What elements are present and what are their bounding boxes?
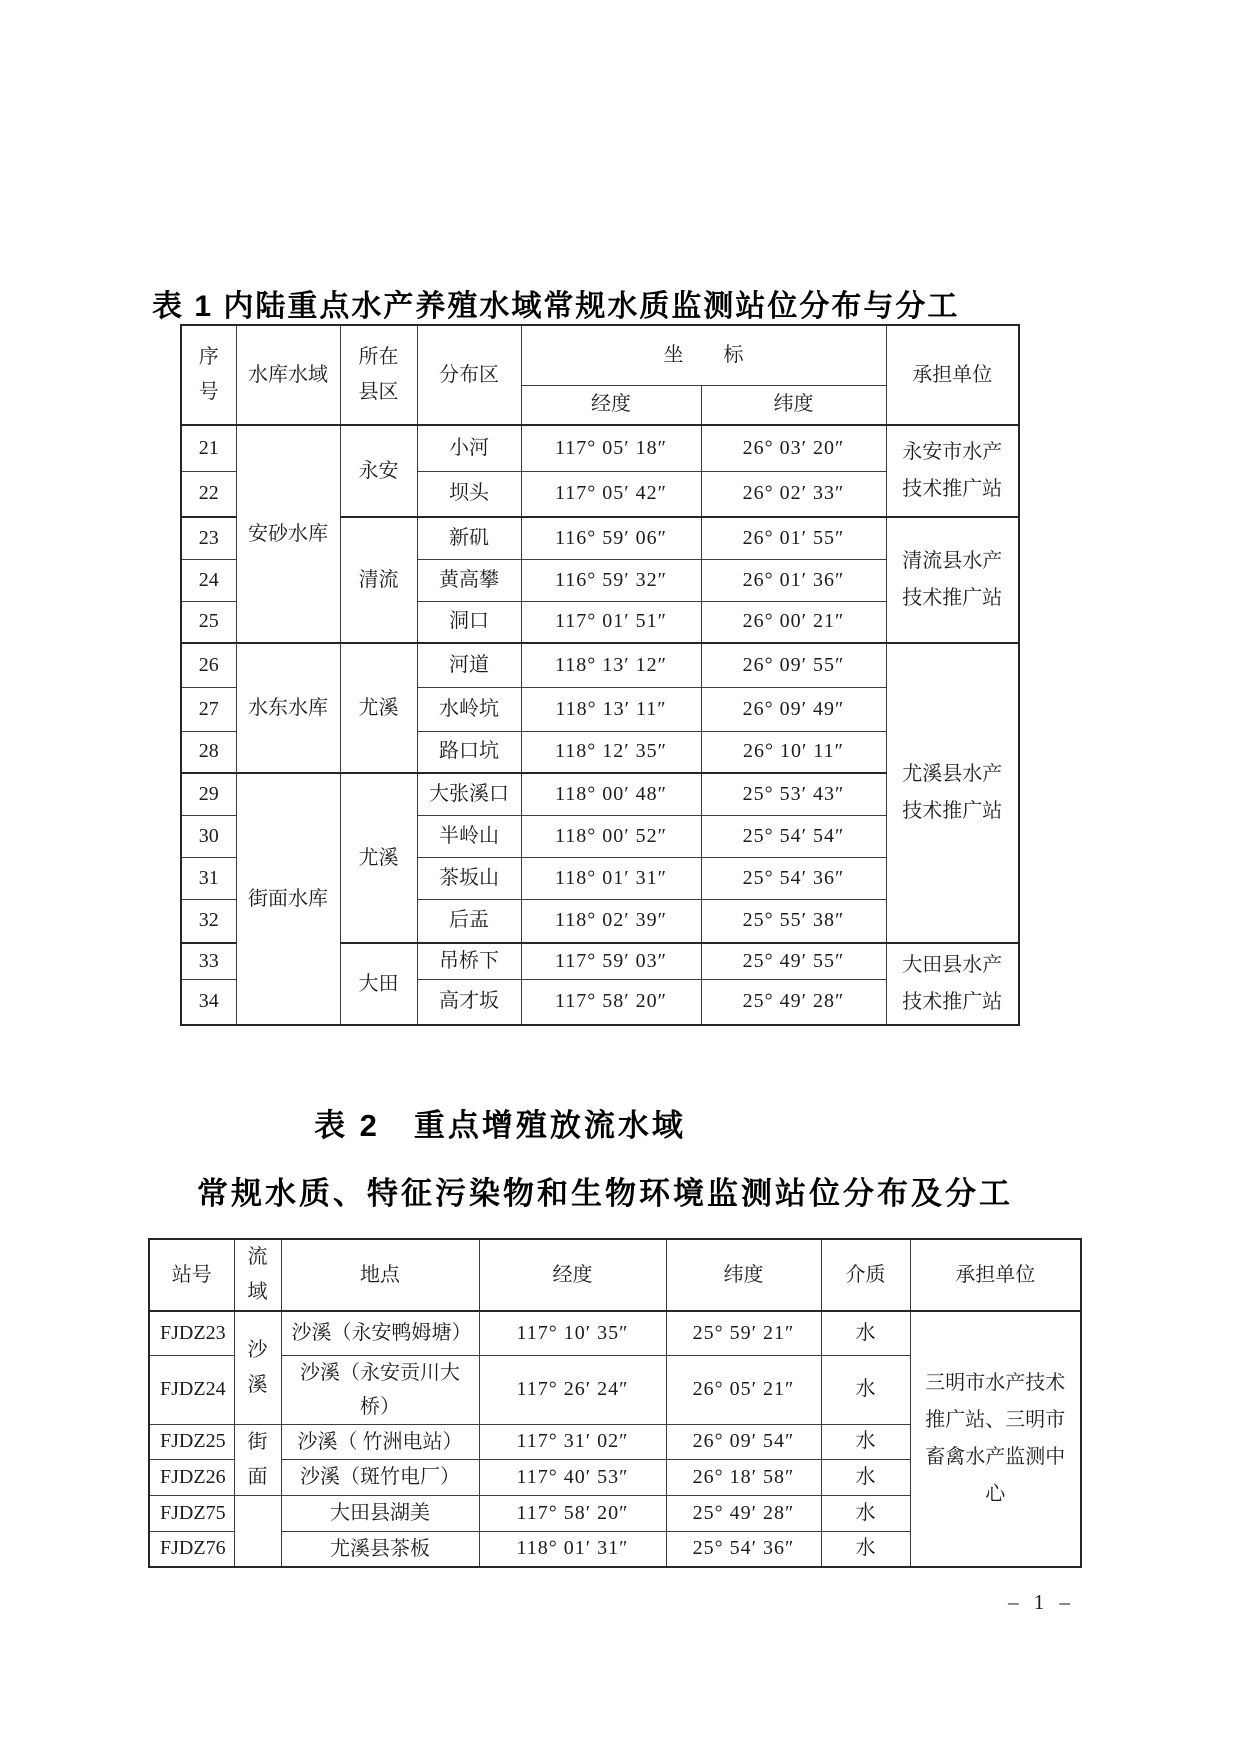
seq-cell: 29 <box>181 773 236 815</box>
longitude-cell: 118° 02′ 39″ <box>521 899 701 943</box>
table-row <box>181 643 1019 687</box>
longitude-cell: 117° 10′ 35″ <box>479 1311 666 1355</box>
seq-cell: 33 <box>181 943 236 979</box>
latitude-cell: 26° 03′ 20″ <box>701 425 886 471</box>
longitude-cell: 118° 00′ 52″ <box>521 815 701 857</box>
seq-cell: 21 <box>181 425 236 471</box>
table-header-row <box>181 325 1019 385</box>
longitude-cell: 117° 01′ 51″ <box>521 601 701 643</box>
latitude-cell: 26° 00′ 21″ <box>701 601 886 643</box>
seq-cell: 31 <box>181 857 236 899</box>
county-cell: 尤溪 <box>340 773 417 943</box>
header-basin: 流域 <box>234 1239 281 1311</box>
station-cell: FJDZ76 <box>149 1531 234 1567</box>
seq-cell: 27 <box>181 687 236 731</box>
seq-cell: 23 <box>181 517 236 559</box>
seq-cell: 24 <box>181 559 236 601</box>
zone-cell: 半岭山 <box>417 815 521 857</box>
zone-cell: 新矶 <box>417 517 521 559</box>
latitude-cell: 26° 09′ 49″ <box>701 687 886 731</box>
longitude-cell: 118° 13′ 11″ <box>521 687 701 731</box>
basin-cell-empty <box>234 1495 281 1567</box>
longitude-cell: 118° 00′ 48″ <box>521 773 701 815</box>
zone-cell: 坝头 <box>417 471 521 517</box>
longitude-cell: 118° 12′ 35″ <box>521 731 701 773</box>
station-cell: FJDZ75 <box>149 1495 234 1531</box>
unit-cell: 三明市水产技术推广站、三明市畜禽水产监测中心 <box>910 1311 1081 1567</box>
table2-title-line1: 表 2 重点增殖放流水域 <box>314 1108 686 1143</box>
location-cell: 大田县湖美 <box>281 1495 479 1531</box>
table-row <box>181 425 1019 471</box>
medium-cell: 水 <box>821 1311 910 1355</box>
latitude-cell: 25° 55′ 38″ <box>701 899 886 943</box>
reservoir-cell: 安砂水库 <box>236 425 340 643</box>
seq-cell: 26 <box>181 643 236 687</box>
seq-cell: 22 <box>181 471 236 517</box>
longitude-cell: 117° 58′ 20″ <box>479 1495 666 1531</box>
header-seq: 序号 <box>181 325 236 425</box>
longitude-cell: 117° 31′ 02″ <box>479 1424 666 1460</box>
zone-cell: 黄高攀 <box>417 559 521 601</box>
table1-monitoring-stations <box>180 324 1020 1026</box>
zone-cell: 河道 <box>417 643 521 687</box>
latitude-cell: 25° 53′ 43″ <box>701 773 886 815</box>
longitude-cell: 117° 26′ 24″ <box>479 1355 666 1424</box>
location-cell: 沙溪（永安鸭姆塘） <box>281 1311 479 1355</box>
reservoir-cell: 街面水库 <box>236 773 340 1025</box>
latitude-cell: 26° 09′ 54″ <box>666 1424 821 1460</box>
seq-cell: 25 <box>181 601 236 643</box>
header-county: 所在县区 <box>340 325 417 425</box>
latitude-cell: 26° 18′ 58″ <box>666 1460 821 1496</box>
county-cell: 尤溪 <box>340 643 417 773</box>
basin-cell: 沙溪 <box>234 1311 281 1424</box>
latitude-cell: 25° 49′ 55″ <box>701 943 886 979</box>
longitude-cell: 117° 05′ 42″ <box>521 471 701 517</box>
unit-cell: 永安市水产技术推广站 <box>886 425 1019 517</box>
medium-cell: 水 <box>821 1531 910 1567</box>
header-latitude: 纬度 <box>701 385 886 425</box>
latitude-cell: 26° 01′ 55″ <box>701 517 886 559</box>
zone-cell: 吊桥下 <box>417 943 521 979</box>
table-header-row <box>149 1239 1081 1311</box>
zone-cell: 洞口 <box>417 601 521 643</box>
header-zone: 分布区 <box>417 325 521 425</box>
latitude-cell: 25° 54′ 54″ <box>701 815 886 857</box>
latitude-cell: 25° 49′ 28″ <box>666 1495 821 1531</box>
station-cell: FJDZ26 <box>149 1460 234 1496</box>
table2-title-line2: 常规水质、特征污染物和生物环境监测站位分布及分工 <box>197 1176 1013 1211</box>
station-cell: FJDZ23 <box>149 1311 234 1355</box>
medium-cell: 水 <box>821 1424 910 1460</box>
latitude-cell: 26° 10′ 11″ <box>701 731 886 773</box>
latitude-cell: 26° 05′ 21″ <box>666 1355 821 1424</box>
latitude-cell: 25° 59′ 21″ <box>666 1311 821 1355</box>
county-cell: 永安 <box>340 425 417 517</box>
unit-cell: 清流县水产技术推广站 <box>886 517 1019 643</box>
latitude-cell: 25° 49′ 28″ <box>701 979 886 1025</box>
county-cell: 大田 <box>340 943 417 1025</box>
longitude-cell: 118° 01′ 31″ <box>521 857 701 899</box>
header-station: 站号 <box>149 1239 234 1311</box>
header-latitude: 纬度 <box>666 1239 821 1311</box>
table1-title: 表 1 内陆重点水产养殖水域常规水质监测站位分布与分工 <box>152 290 960 323</box>
medium-cell: 水 <box>821 1495 910 1531</box>
latitude-cell: 26° 01′ 36″ <box>701 559 886 601</box>
zone-cell: 小河 <box>417 425 521 471</box>
medium-cell: 水 <box>821 1355 910 1424</box>
header-unit: 承担单位 <box>886 325 1019 425</box>
location-cell: 沙溪（永安贡川大桥） <box>281 1355 479 1424</box>
header-unit: 承担单位 <box>910 1239 1081 1311</box>
seq-cell: 32 <box>181 899 236 943</box>
medium-cell: 水 <box>821 1460 910 1496</box>
longitude-cell: 116° 59′ 06″ <box>521 517 701 559</box>
header-reservoir: 水库水域 <box>236 325 340 425</box>
table-row <box>149 1311 1081 1355</box>
header-coords: 坐 标 <box>521 325 886 385</box>
longitude-cell: 117° 59′ 03″ <box>521 943 701 979</box>
reservoir-cell: 水东水库 <box>236 643 340 773</box>
longitude-cell: 116° 59′ 32″ <box>521 559 701 601</box>
seq-cell: 28 <box>181 731 236 773</box>
location-cell: 沙溪（斑竹电厂） <box>281 1460 479 1496</box>
table2-release-stations <box>148 1238 1082 1568</box>
header-medium: 介质 <box>821 1239 910 1311</box>
longitude-cell: 117° 58′ 20″ <box>521 979 701 1025</box>
longitude-cell: 117° 05′ 18″ <box>521 425 701 471</box>
station-cell: FJDZ24 <box>149 1355 234 1424</box>
location-cell: 沙溪（ 竹洲电站） <box>281 1424 479 1460</box>
seq-cell: 30 <box>181 815 236 857</box>
station-cell: FJDZ25 <box>149 1424 234 1460</box>
header-longitude: 经度 <box>479 1239 666 1311</box>
unit-cell: 尤溪县水产技术推广站 <box>886 643 1019 943</box>
latitude-cell: 25° 54′ 36″ <box>701 857 886 899</box>
zone-cell: 茶坂山 <box>417 857 521 899</box>
location-cell: 尤溪县茶板 <box>281 1531 479 1567</box>
zone-cell: 大张溪口 <box>417 773 521 815</box>
latitude-cell: 25° 54′ 36″ <box>666 1531 821 1567</box>
basin-cell: 街面 <box>234 1424 281 1495</box>
unit-cell: 大田县水产技术推广站 <box>886 943 1019 1025</box>
zone-cell: 高才坂 <box>417 979 521 1025</box>
header-location: 地点 <box>281 1239 479 1311</box>
county-cell: 清流 <box>340 517 417 643</box>
zone-cell: 水岭坑 <box>417 687 521 731</box>
latitude-cell: 26° 09′ 55″ <box>701 643 886 687</box>
zone-cell: 路口坑 <box>417 731 521 773</box>
seq-cell: 34 <box>181 979 236 1025</box>
longitude-cell: 117° 40′ 53″ <box>479 1460 666 1496</box>
longitude-cell: 118° 13′ 12″ <box>521 643 701 687</box>
zone-cell: 后盂 <box>417 899 521 943</box>
latitude-cell: 26° 02′ 33″ <box>701 471 886 517</box>
longitude-cell: 118° 01′ 31″ <box>479 1531 666 1567</box>
page-number: – 1 – <box>1008 1590 1075 1614</box>
header-longitude: 经度 <box>521 385 701 425</box>
